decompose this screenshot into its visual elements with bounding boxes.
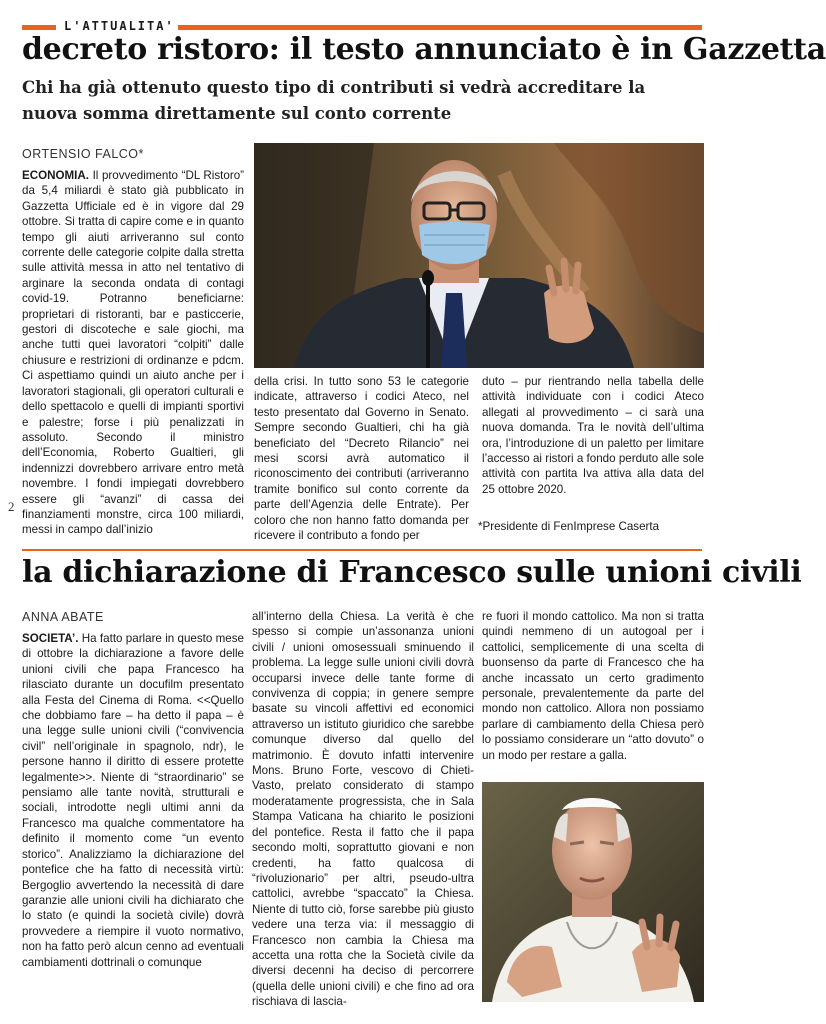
article1-subtitle: Chi ha già ottenuto questo tipo di contributi si vedrà accreditare la nuova somma direttamente sul conto corrente bbox=[22, 78, 646, 123]
article1-title: decreto ristoro: il testo annunciato è in Gazzetta bbox=[22, 32, 826, 67]
article2-byline: ANNA ABATE bbox=[22, 610, 104, 624]
article1-lead: ECONOMIA. bbox=[22, 169, 89, 182]
header-accent-bar-left bbox=[22, 25, 56, 30]
article1-column-3: duto – pur rientrando nella tabella delle attività individuate con i codici Ateco allegati al provvedimento – ci sarà una nuova domanda. Tra le novità dell’ultima ora, l’introduzione di un paletto per limitare l’accesso ai ristori a fondo perduto alle sole attività con partita Iva attiva alla data del 25 ottobre 2020. bbox=[482, 375, 704, 496]
article-divider bbox=[22, 549, 702, 551]
header-accent-bar-right bbox=[178, 25, 702, 30]
section-label: L'ATTUALITA' bbox=[64, 19, 175, 33]
page-number: 2 bbox=[8, 499, 15, 514]
article1-byline: ORTENSIO FALCO* bbox=[22, 147, 144, 161]
article2-column-2: all’interno della Chiesa. La verità è che spesso si compie un’assonanza unioni civili / unioni omosessuali sminuendo il problema. La legge sulle unioni civili dovrà occuparsi invece delle tante forme di convivenza di coppia; in genere sempre basate su vincoli affettivi ed economici attraverso un istituto giuridico che sarebbe comunque diverso dal quello del matrimonio. È dovuto infatti intervenire Mons. Bruno Forte, vescovo di Chieti-Vasto, prelato considerato di stampo moderatamente progressista, che in Sala Stampa Vaticana ha chiarito le posizioni del pontefice. Resta il fatto che il papa secondo molti, soprattutto giovani e non credenti, ha fatto qualcosa di “rivoluzionario” per altri, pseudo-ultra cattolici, avrebbe “spaccato” la Chiesa. Niente di tutto ciò, forse sarebbe più giusto vedere una terza via: il messaggio di Francesco non cambia la Chiesa ma accetta una rotta che la Società civile da diversi decenni ha deciso di percorrere (quella delle unioni civili) e che fino ad ora rischiava di lascia- bbox=[252, 610, 474, 1009]
minister-photo-illustration bbox=[254, 143, 704, 368]
article1-author-note: *Presidente di FenImprese Caserta bbox=[478, 520, 660, 533]
article1-column-1 bbox=[22, 168, 244, 538]
pope-photo-illustration bbox=[482, 782, 704, 1002]
article2-lead: SOCIETA’. bbox=[22, 632, 79, 645]
article1-column-2: della crisi. In tutto sono 53 le categorie indicate, attraverso i codici Ateco, nel testo presentato dal Governo in Senato. Sempre secondo Gualtieri, chi ha già beneficiato del “Decreto Rilancio” nei mesi scorsi avrà automatico il riconoscimento dei contributi (arriveranno tramite bonifico sul conto corrente da parte dell’Agenzia delle Entrate). Per coloro che non hanno fatto domanda per ricevere il contributo a fondo per bbox=[254, 375, 469, 543]
article2-column-3: re fuori il mondo cattolico. Ma non si tratta quindi nemmeno di un autogoal per i cattolici, semplicemente di una scelta di buonsenso da parte di Francesco che ha anche incassato un certo gradimento personale, prevalentemente da parte del mondo non cattolico. Allora non possiamo parlare di cambiamento della Chiesa però lo possiamo considerare un “atto dovuto” o un modo per restare a galla. bbox=[482, 610, 704, 762]
article2-col1-text: Ha fatto parlare in questo mese di ottobre la dichiarazione a favore delle unioni civili che papa Francesco ha rilasciato durante un docufilm presentato alla Festa del Cinema di Roma. <<Quello che dobbiamo fare – ha detto il papa – è una legge sulle unioni civili (“convivencia civil” nell’originale in spagnolo, ndr), le persone hanno il diritto di essere protette legalmente>>. Niente di “straordinario” se pensiamo alle tante novità, strutturali e sociali, introdotte negli ultimi anni da Francesco ma qualche commentatore ha definito il momento come “un evento storico”. Analizziamo la dichiarazione del pontefice che ha fatto di necessità virtù: Bergoglio avvertendo la necessità di dare garanzie alle unioni civili ha dichiarato che lo stato (e quindi la società civile) dovrà provvedere a riempire il vuoto normativo, non ha fatto però alcun cenno ad eventuali cambiamenti dottrinali o comunque bbox=[22, 632, 244, 969]
article2-column-1 bbox=[22, 631, 244, 970]
article1-photo bbox=[254, 143, 704, 368]
article2-photo bbox=[482, 782, 704, 1002]
article2-title: la dichiarazione di Francesco sulle unioni civili bbox=[22, 555, 802, 590]
article1-col1-text: Il provvedimento “DL Ristoro” da 5,4 miliardi è stato già pubblicato in Gazzetta Ufficiale ed è in vigore dal 29 ottobre. Si tratta di capire come e in quanto tempo gli aiuti arriveranno sul conto corrente delle categorie colpite dalla stretta sulle attività messa in atto nel tentativo di arginare la seconda ondata di contagi covid-19. Potranno beneficiarne: proprietari di ristoranti, bar e pasticcerie, gestori di discoteche e sale giochi, ma anche tutti quei lavoratori “colpiti” dalle chiusure e restrizioni di ordinanze e pdcm. Ci aspettiamo quindi un aiuto anche per i lavoratori stagionali, gli operatori culturali e dello spettacolo e quelli di impianti sportivi e palestre; forse i più penalizzati in assoluto. Secondo il ministro dell’Economia, Roberto Gualtieri, gli indennizzi dovrebbero arrivare entro metà novembre. I fondi impiegati dovrebbero essere gli “avanzi” di cassa dei finanziamenti monstre, circa 100 miliardi, messi in campo dall’inizio bbox=[22, 169, 244, 537]
